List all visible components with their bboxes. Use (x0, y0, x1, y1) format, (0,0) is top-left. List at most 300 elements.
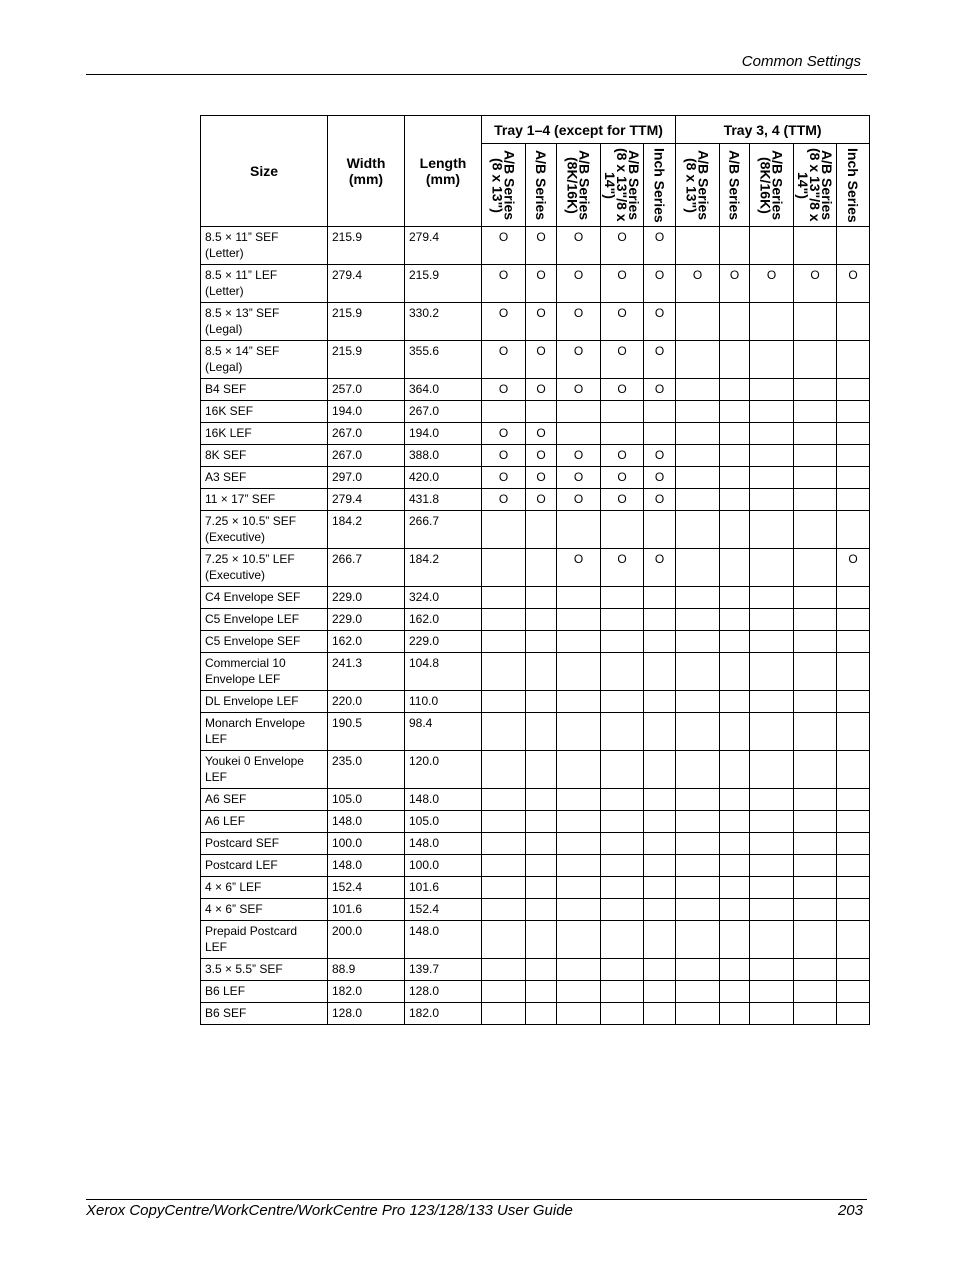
support-mark-cell (837, 401, 870, 423)
table-row (201, 379, 870, 401)
support-mark-cell (750, 921, 794, 959)
support-mark-cell (644, 423, 676, 445)
support-mark-cell (676, 789, 720, 811)
support-mark-cell (526, 833, 557, 855)
support-mark-cell (526, 1003, 557, 1025)
support-mark-cell (644, 631, 676, 653)
width-cell: 88.9 (328, 959, 405, 981)
support-mark-cell (601, 899, 644, 921)
paper-size-table (200, 115, 870, 1025)
support-mark-cell (750, 691, 794, 713)
support-mark-cell: O (526, 265, 557, 303)
support-mark-cell (837, 379, 870, 401)
size-cell: 16K SEF (201, 401, 328, 423)
table-row (201, 489, 870, 511)
support-mark-cell (720, 855, 750, 877)
support-mark-cell: O (482, 489, 526, 511)
support-mark-cell (837, 811, 870, 833)
support-mark-cell (676, 489, 720, 511)
length-cell: 139.7 (405, 959, 482, 981)
size-cell: C4 Envelope SEF (201, 587, 328, 609)
column-header-label: A/B Series (8K/16K) (564, 149, 593, 221)
support-mark-cell (794, 877, 837, 899)
support-mark-cell (676, 467, 720, 489)
table-row (201, 1003, 870, 1025)
support-mark-cell: O (601, 341, 644, 379)
support-mark-cell (720, 401, 750, 423)
width-cell: 257.0 (328, 379, 405, 401)
size-cell: 3.5 × 5.5” SEF (201, 959, 328, 981)
footer-guide-title: Xerox CopyCentre/WorkCentre/WorkCentre Pro 123/128/133 User Guide (86, 1202, 573, 1219)
length-cell: 148.0 (405, 789, 482, 811)
support-mark-cell (482, 691, 526, 713)
size-cell: B6 SEF (201, 1003, 328, 1025)
size-cell: 4 × 6” LEF (201, 877, 328, 899)
table-row (201, 751, 870, 789)
width-cell: 215.9 (328, 303, 405, 341)
column-header-label: A/B Series (8 x 13") (489, 149, 518, 221)
support-mark-cell: O (601, 265, 644, 303)
support-mark-cell (720, 549, 750, 587)
support-mark-cell (720, 691, 750, 713)
support-mark-cell: O (482, 303, 526, 341)
support-mark-cell (837, 713, 870, 751)
support-mark-cell (557, 899, 601, 921)
support-mark-cell (676, 587, 720, 609)
support-mark-cell: O (601, 549, 644, 587)
support-mark-cell (557, 1003, 601, 1025)
support-mark-cell (750, 227, 794, 265)
support-mark-cell (557, 401, 601, 423)
support-mark-cell (676, 811, 720, 833)
support-mark-cell (482, 981, 526, 1003)
column-header-label: A/B Series (8K/16K) (757, 149, 786, 221)
width-cell: 220.0 (328, 691, 405, 713)
column-header (750, 144, 794, 227)
support-mark-cell (644, 899, 676, 921)
support-mark-cell (526, 921, 557, 959)
support-mark-cell (676, 341, 720, 379)
support-mark-cell: O (557, 445, 601, 467)
support-mark-cell: O (644, 379, 676, 401)
support-mark-cell: O (526, 423, 557, 445)
column-header-label: Inch Series (651, 147, 668, 223)
support-mark-cell: O (482, 445, 526, 467)
support-mark-cell (837, 789, 870, 811)
support-mark-cell (794, 833, 837, 855)
support-mark-cell (837, 303, 870, 341)
support-mark-cell (720, 789, 750, 811)
length-cell: 324.0 (405, 587, 482, 609)
table-row (201, 855, 870, 877)
width-cell: 266.7 (328, 549, 405, 587)
support-mark-cell: O (837, 265, 870, 303)
length-cell: 229.0 (405, 631, 482, 653)
support-mark-cell (750, 467, 794, 489)
support-mark-cell (794, 921, 837, 959)
width-cell: 105.0 (328, 789, 405, 811)
table-row (201, 959, 870, 981)
support-mark-cell: O (794, 265, 837, 303)
column-header (557, 144, 601, 227)
support-mark-cell (676, 303, 720, 341)
column-header-label: A/B Series (726, 149, 743, 221)
width-cell: 101.6 (328, 899, 405, 921)
header-divider (86, 74, 867, 75)
support-mark-cell (644, 609, 676, 631)
column-header (837, 144, 870, 227)
support-mark-cell: O (557, 341, 601, 379)
length-cell: 152.4 (405, 899, 482, 921)
support-mark-cell (676, 631, 720, 653)
size-cell: Postcard SEF (201, 833, 328, 855)
support-mark-cell (644, 653, 676, 691)
column-header (644, 144, 676, 227)
support-mark-cell: O (720, 265, 750, 303)
support-mark-cell: O (644, 265, 676, 303)
support-mark-cell (720, 341, 750, 379)
support-mark-cell (526, 587, 557, 609)
support-mark-cell (794, 959, 837, 981)
support-mark-cell: O (557, 467, 601, 489)
length-cell: 105.0 (405, 811, 482, 833)
support-mark-cell: O (601, 379, 644, 401)
width-cell: 229.0 (328, 587, 405, 609)
support-mark-cell (482, 751, 526, 789)
support-mark-cell (750, 423, 794, 445)
support-mark-cell (601, 401, 644, 423)
support-mark-cell (720, 489, 750, 511)
support-mark-cell (720, 653, 750, 691)
support-mark-cell (644, 401, 676, 423)
support-mark-cell (720, 833, 750, 855)
support-mark-cell (837, 899, 870, 921)
support-mark-cell (750, 609, 794, 631)
support-mark-cell: O (557, 303, 601, 341)
support-mark-cell (526, 877, 557, 899)
support-mark-cell (837, 423, 870, 445)
width-cell: 162.0 (328, 631, 405, 653)
support-mark-cell (720, 631, 750, 653)
width-cell: 279.4 (328, 489, 405, 511)
support-mark-cell (482, 833, 526, 855)
support-mark-cell (794, 631, 837, 653)
length-cell: 100.0 (405, 855, 482, 877)
table-row (201, 899, 870, 921)
support-mark-cell: O (644, 489, 676, 511)
support-mark-cell (750, 489, 794, 511)
size-cell: 8.5 × 13” SEF (Legal) (201, 303, 328, 341)
support-mark-cell (526, 653, 557, 691)
support-mark-cell (482, 921, 526, 959)
support-mark-cell (526, 511, 557, 549)
length-cell: 120.0 (405, 751, 482, 789)
column-header (676, 144, 720, 227)
width-header: Width (mm) (328, 116, 405, 227)
table-row (201, 691, 870, 713)
support-mark-cell (676, 877, 720, 899)
support-mark-cell (601, 981, 644, 1003)
support-mark-cell (676, 549, 720, 587)
table-row (201, 811, 870, 833)
support-mark-cell (837, 751, 870, 789)
table-row (201, 303, 870, 341)
size-cell: 16K LEF (201, 423, 328, 445)
support-mark-cell (557, 833, 601, 855)
support-mark-cell: O (526, 303, 557, 341)
support-mark-cell (644, 1003, 676, 1025)
footer-divider (86, 1199, 867, 1200)
size-header: Size (201, 116, 328, 227)
support-mark-cell (837, 921, 870, 959)
support-mark-cell (601, 877, 644, 899)
support-mark-cell (482, 587, 526, 609)
support-mark-cell (720, 587, 750, 609)
support-mark-cell (601, 1003, 644, 1025)
width-cell: 152.4 (328, 877, 405, 899)
support-mark-cell (601, 921, 644, 959)
support-mark-cell (750, 401, 794, 423)
support-mark-cell (482, 789, 526, 811)
support-mark-cell (794, 227, 837, 265)
table-row (201, 609, 870, 631)
support-mark-cell: O (644, 341, 676, 379)
support-mark-cell (750, 445, 794, 467)
width-cell: 267.0 (328, 423, 405, 445)
support-mark-cell (720, 445, 750, 467)
support-mark-cell (750, 981, 794, 1003)
support-mark-cell (526, 981, 557, 1003)
support-mark-cell: O (644, 549, 676, 587)
size-cell: Monarch Envelope LEF (201, 713, 328, 751)
width-cell: 235.0 (328, 751, 405, 789)
column-header (526, 144, 557, 227)
support-mark-cell (557, 877, 601, 899)
support-mark-cell (750, 341, 794, 379)
support-mark-cell (720, 379, 750, 401)
table-row (201, 653, 870, 691)
size-cell: C5 Envelope LEF (201, 609, 328, 631)
support-mark-cell (794, 1003, 837, 1025)
support-mark-cell (837, 691, 870, 713)
support-mark-cell (557, 855, 601, 877)
support-mark-cell (557, 981, 601, 1003)
support-mark-cell (601, 751, 644, 789)
support-mark-cell (601, 511, 644, 549)
support-mark-cell (794, 489, 837, 511)
support-mark-cell (557, 789, 601, 811)
column-header (794, 144, 837, 227)
width-cell: 148.0 (328, 855, 405, 877)
support-mark-cell (557, 921, 601, 959)
support-mark-cell (750, 751, 794, 789)
support-mark-cell (601, 631, 644, 653)
support-mark-cell (720, 713, 750, 751)
length-cell: 420.0 (405, 467, 482, 489)
width-cell: 279.4 (328, 265, 405, 303)
support-mark-cell (482, 713, 526, 751)
tray-3-4-ttm-group-header: Tray 3, 4 (TTM) (676, 116, 870, 144)
support-mark-cell (601, 833, 644, 855)
support-mark-cell (644, 877, 676, 899)
support-mark-cell (526, 959, 557, 981)
support-mark-cell (601, 959, 644, 981)
width-cell: 194.0 (328, 401, 405, 423)
support-mark-cell (794, 751, 837, 789)
support-mark-cell (794, 303, 837, 341)
support-mark-cell (750, 587, 794, 609)
length-cell: 194.0 (405, 423, 482, 445)
length-cell: 364.0 (405, 379, 482, 401)
support-mark-cell (601, 811, 644, 833)
width-cell: 100.0 (328, 833, 405, 855)
support-mark-cell (644, 959, 676, 981)
support-mark-cell (644, 855, 676, 877)
support-mark-cell (837, 467, 870, 489)
support-mark-cell: O (482, 379, 526, 401)
size-cell: Youkei 0 Envelope LEF (201, 751, 328, 789)
support-mark-cell (482, 855, 526, 877)
support-mark-cell (794, 713, 837, 751)
support-mark-cell: O (557, 549, 601, 587)
table-row (201, 341, 870, 379)
length-cell: 330.2 (405, 303, 482, 341)
support-mark-cell: O (750, 265, 794, 303)
support-mark-cell (750, 833, 794, 855)
support-mark-cell: O (526, 227, 557, 265)
table-row (201, 631, 870, 653)
support-mark-cell: O (482, 341, 526, 379)
length-header: Length (mm) (405, 116, 482, 227)
page-number: 203 (837, 1202, 863, 1219)
size-cell: C5 Envelope SEF (201, 631, 328, 653)
support-mark-cell (837, 341, 870, 379)
support-mark-cell (557, 653, 601, 691)
support-mark-cell (720, 981, 750, 1003)
support-mark-cell (482, 549, 526, 587)
support-mark-cell: O (837, 549, 870, 587)
support-mark-cell (750, 877, 794, 899)
support-mark-cell (794, 401, 837, 423)
support-mark-cell: O (526, 379, 557, 401)
support-mark-cell (750, 631, 794, 653)
support-mark-cell (601, 609, 644, 631)
size-cell: DL Envelope LEF (201, 691, 328, 713)
support-mark-cell (676, 379, 720, 401)
support-mark-cell (794, 341, 837, 379)
length-cell: 110.0 (405, 691, 482, 713)
support-mark-cell (750, 855, 794, 877)
support-mark-cell (676, 401, 720, 423)
support-mark-cell (837, 653, 870, 691)
support-mark-cell: O (482, 467, 526, 489)
support-mark-cell (676, 921, 720, 959)
table-row (201, 877, 870, 899)
width-cell: 190.5 (328, 713, 405, 751)
support-mark-cell (644, 691, 676, 713)
support-mark-cell: O (644, 303, 676, 341)
support-mark-cell (676, 227, 720, 265)
table-row (201, 401, 870, 423)
width-cell: 267.0 (328, 445, 405, 467)
support-mark-cell: O (482, 423, 526, 445)
length-cell: 355.6 (405, 341, 482, 379)
support-mark-cell (794, 445, 837, 467)
support-mark-cell (601, 423, 644, 445)
width-cell: 200.0 (328, 921, 405, 959)
support-mark-cell (750, 811, 794, 833)
support-mark-cell (482, 401, 526, 423)
support-mark-cell (676, 959, 720, 981)
size-cell: 8.5 × 11” SEF (Letter) (201, 227, 328, 265)
support-mark-cell: O (644, 467, 676, 489)
support-mark-cell (750, 713, 794, 751)
size-cell: B4 SEF (201, 379, 328, 401)
support-mark-cell (720, 1003, 750, 1025)
support-mark-cell (644, 921, 676, 959)
table-row (201, 511, 870, 549)
support-mark-cell (482, 1003, 526, 1025)
support-mark-cell (837, 445, 870, 467)
support-mark-cell (601, 587, 644, 609)
support-mark-cell (794, 899, 837, 921)
width-cell: 229.0 (328, 609, 405, 631)
support-mark-cell (837, 631, 870, 653)
length-cell: 267.0 (405, 401, 482, 423)
support-mark-cell (837, 833, 870, 855)
width-cell: 182.0 (328, 981, 405, 1003)
support-mark-cell (557, 609, 601, 631)
length-cell: 266.7 (405, 511, 482, 549)
support-mark-cell (750, 511, 794, 549)
table-row (201, 265, 870, 303)
support-mark-cell (676, 1003, 720, 1025)
support-mark-cell (750, 959, 794, 981)
support-mark-cell (837, 511, 870, 549)
support-mark-cell (720, 467, 750, 489)
size-cell: 11 × 17” SEF (201, 489, 328, 511)
support-mark-cell (557, 811, 601, 833)
length-cell: 148.0 (405, 921, 482, 959)
support-mark-cell: O (526, 445, 557, 467)
width-cell: 215.9 (328, 341, 405, 379)
support-mark-cell: O (676, 265, 720, 303)
table-row (201, 467, 870, 489)
support-mark-cell: O (482, 265, 526, 303)
support-mark-cell (526, 789, 557, 811)
support-mark-cell (794, 981, 837, 1003)
support-mark-cell (601, 653, 644, 691)
support-mark-cell (482, 653, 526, 691)
length-cell: 431.8 (405, 489, 482, 511)
support-mark-cell: O (557, 489, 601, 511)
support-mark-cell (837, 959, 870, 981)
support-mark-cell (526, 691, 557, 713)
support-mark-cell (676, 833, 720, 855)
size-cell: 7.25 × 10.5” LEF (Executive) (201, 549, 328, 587)
support-mark-cell (676, 691, 720, 713)
length-cell: 279.4 (405, 227, 482, 265)
support-mark-cell (794, 549, 837, 587)
support-mark-cell (794, 855, 837, 877)
support-mark-cell (720, 751, 750, 789)
column-header (601, 144, 644, 227)
length-cell: 104.8 (405, 653, 482, 691)
support-mark-cell: O (601, 445, 644, 467)
length-cell: 128.0 (405, 981, 482, 1003)
size-cell: B6 LEF (201, 981, 328, 1003)
support-mark-cell (794, 811, 837, 833)
